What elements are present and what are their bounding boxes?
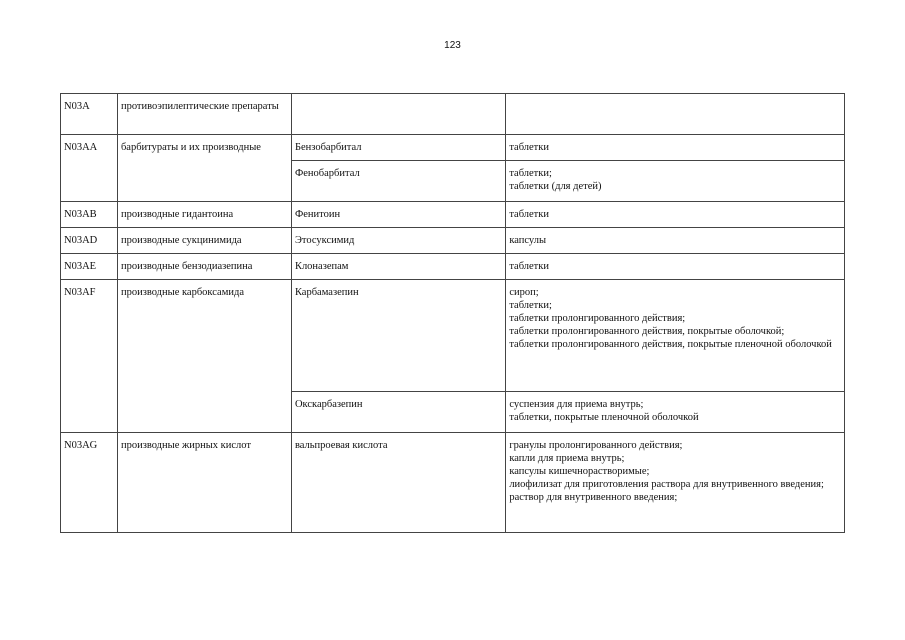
- drug-cell: Фенитоин: [291, 202, 505, 228]
- group-cell: производные бензодиазепина: [117, 254, 291, 280]
- forms-cell: [506, 433, 845, 533]
- dosage-form: таблетки, покрытые пленочной оболочкой: [509, 412, 699, 423]
- table-row: [61, 280, 845, 392]
- forms-cell: [506, 161, 845, 202]
- dosage-form: гранулы пролонгированного действия;: [509, 440, 683, 451]
- dosage-form: таблетки (для детей): [509, 181, 602, 192]
- table-row: [61, 94, 845, 135]
- table-row: [61, 135, 845, 161]
- drug-cell: Клоназепам: [291, 254, 505, 280]
- group-cell: противоэпилептические препараты: [117, 94, 291, 135]
- dosage-form: таблетки;: [509, 300, 552, 311]
- dosage-form: раствор для внутривенного введения;: [509, 492, 678, 503]
- forms-cell: [506, 280, 845, 392]
- table-row: [61, 254, 845, 280]
- page-number: 123: [444, 40, 461, 51]
- dosage-form: капли для приема внутрь;: [509, 453, 625, 464]
- atc-code-cell: N03AG: [61, 433, 118, 533]
- table-row: [61, 202, 845, 228]
- drug-cell: Этосуксимид: [291, 228, 505, 254]
- atc-code-cell: N03AF: [61, 280, 118, 433]
- group-cell: производные жирных кислот: [117, 433, 291, 533]
- group-cell: производные гидантоина: [117, 202, 291, 228]
- forms-cell: [506, 94, 845, 135]
- forms-cell: [506, 392, 845, 433]
- forms-cell: [506, 228, 845, 254]
- drug-table: [60, 93, 845, 533]
- group-cell: производные сукцинимида: [117, 228, 291, 254]
- dosage-form: таблетки;: [509, 168, 552, 179]
- table-row: [61, 433, 845, 533]
- atc-code-cell: N03AE: [61, 254, 118, 280]
- dosage-form: таблетки пролонгированного действия, покрытые оболочкой;: [509, 326, 785, 337]
- forms-cell: [506, 135, 845, 161]
- table-row: [61, 228, 845, 254]
- forms-cell: [506, 254, 845, 280]
- dosage-form: таблетки пролонгированного действия, покрытые пленочной оболочкой: [509, 339, 832, 350]
- dosage-form: таблетки: [509, 209, 549, 220]
- group-cell: производные карбоксамида: [117, 280, 291, 433]
- group-cell: барбитураты и их производные: [117, 135, 291, 202]
- atc-code-cell: N03AD: [61, 228, 118, 254]
- dosage-form: капсулы: [509, 235, 547, 246]
- drug-cell: Бензобарбитал: [291, 135, 505, 161]
- dosage-form: лиофилизат для приготовления раствора для внутривенного введения;: [509, 479, 824, 490]
- atc-code-cell: N03AA: [61, 135, 118, 202]
- drug-cell: [291, 94, 505, 135]
- dosage-form: суспензия для приема внутрь;: [509, 399, 644, 410]
- forms-cell: [506, 202, 845, 228]
- atc-code-cell: N03A: [61, 94, 118, 135]
- drug-cell: вальпроевая кислота: [291, 433, 505, 533]
- drug-cell: Окскарбазепин: [291, 392, 505, 433]
- dosage-form: таблетки: [509, 261, 549, 272]
- dosage-form: капсулы кишечнорастворимые;: [509, 466, 650, 477]
- atc-code-cell: N03AB: [61, 202, 118, 228]
- dosage-form: таблетки пролонгированного действия;: [509, 313, 686, 324]
- dosage-form: таблетки: [509, 142, 549, 153]
- dosage-form: сироп;: [509, 287, 539, 298]
- drug-cell: Карбамазепин: [291, 280, 505, 392]
- drug-cell: Фенобарбитал: [291, 161, 505, 202]
